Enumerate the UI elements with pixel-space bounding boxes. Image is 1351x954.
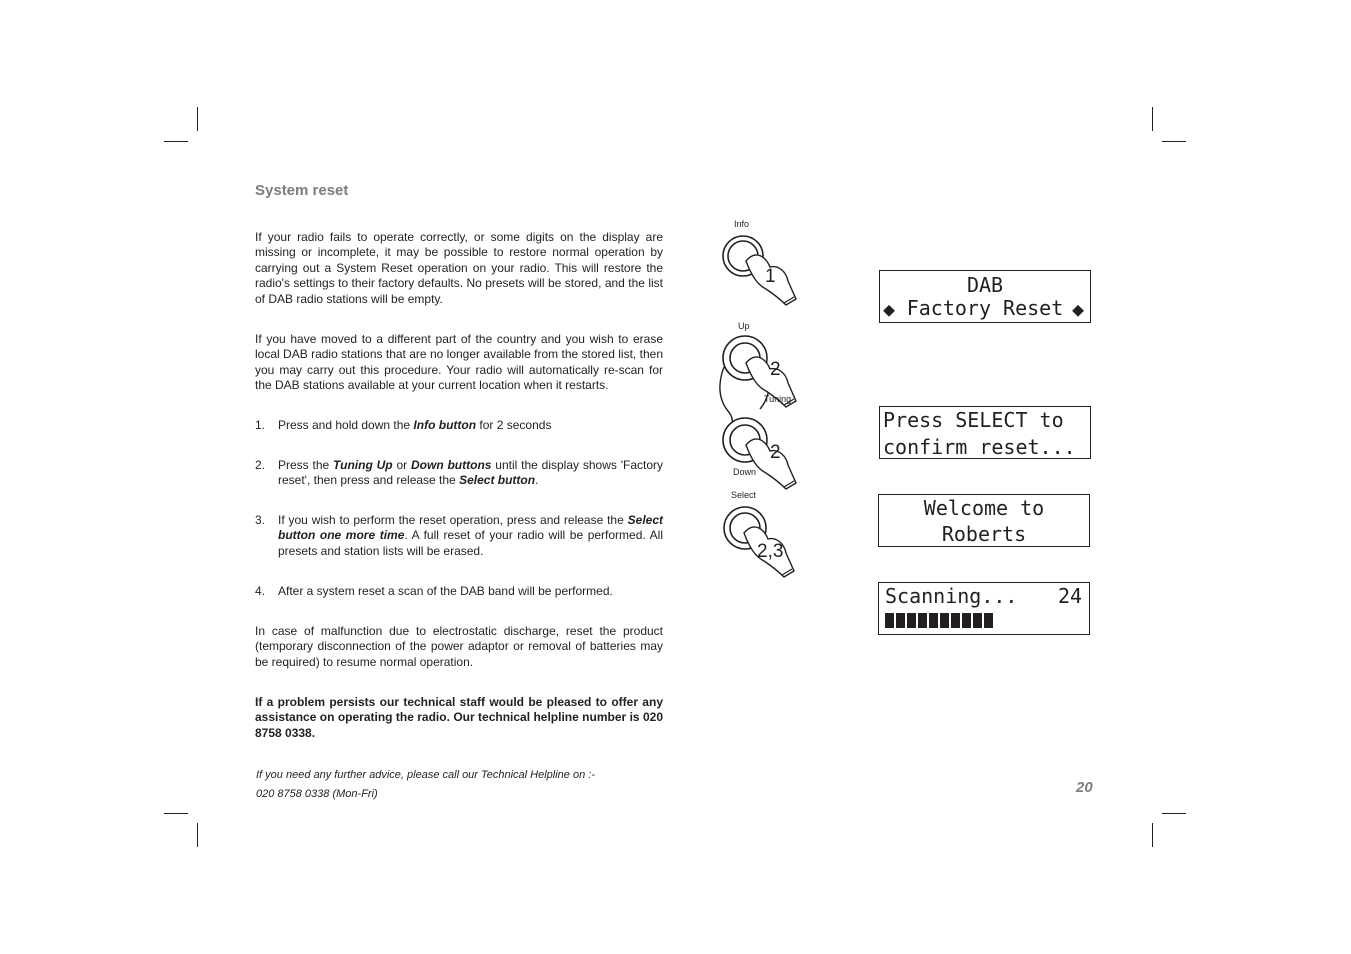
crop-mark <box>164 813 188 814</box>
progress-block <box>907 613 916 628</box>
scan-progress-bar <box>885 613 995 628</box>
progress-block <box>885 613 894 628</box>
display-line: Scanning... <box>885 584 1018 608</box>
progress-block <box>984 613 993 628</box>
crop-mark <box>1162 813 1186 814</box>
step-number: 2. <box>255 458 266 472</box>
step-number: 3. <box>255 513 266 527</box>
display-line: Factory Reset <box>906 296 1064 320</box>
up-step-number: 2 <box>770 359 781 380</box>
helpline-paragraph: If a problem persists our technical staff would be pleased to offer any assistance on operating the radio. Our technical helpline number is 020 8758 0338. <box>255 695 663 740</box>
footer-advice: If you need any further advice, please call our Technical Helpline on :- <box>256 769 595 781</box>
progress-block <box>940 613 949 628</box>
progress-block <box>973 613 982 628</box>
intro-paragraph: If your radio fails to operate correctly, or some digits on the display are missing or incomplete, it may be possible to restore normal operation by carrying out a System Reset operation on your radio. This will restore the radio's settings to their factory defaults. No presets will be stored, and the list of DAB radio stations will be empty. <box>255 230 663 306</box>
display-line: Press SELECT to <box>883 408 1064 432</box>
progress-block <box>918 613 927 628</box>
step-number: 4. <box>255 584 266 598</box>
left-arrow-icon: ◆ <box>883 297 896 321</box>
select-step-number: 2,3 <box>757 541 784 562</box>
tuning-buttons-icon <box>717 336 796 489</box>
display-line: confirm reset... <box>883 435 1076 459</box>
progress-block <box>962 613 971 628</box>
crop-mark <box>197 823 198 847</box>
display-confirm-reset <box>879 406 1091 459</box>
info-button-label: Info <box>734 219 750 229</box>
down-step-number: 2 <box>770 442 781 463</box>
display-line: Welcome to <box>923 496 1045 520</box>
right-arrow-icon: ◆ <box>1072 297 1085 321</box>
display-factory-reset <box>879 270 1091 323</box>
step-number: 1. <box>255 418 266 432</box>
up-button-label: Up <box>738 321 750 331</box>
section-heading: System reset <box>255 182 349 199</box>
crop-mark <box>197 107 198 131</box>
relocation-paragraph: If you have moved to a different part of the country and you wish to erase local DAB radio stations that are no longer available from the stored list, then you may carry out this procedure. Your radio will automatically re-scan for the DAB stations available at your current location when it restarts. <box>255 332 663 393</box>
display-scanning <box>878 582 1090 635</box>
step-1: 1. Press and hold down the Info button for 2 seconds <box>255 418 552 432</box>
crop-mark <box>164 141 188 142</box>
select-button-label: Select <box>731 490 757 500</box>
info-step-number: 1 <box>765 266 776 287</box>
step-4: 4. After a system reset a scan of the DAB band will be performed. <box>255 584 613 598</box>
tuning-label: Tuning <box>764 394 792 404</box>
crop-mark <box>1152 823 1153 847</box>
crop-mark <box>1152 107 1153 131</box>
down-button-label: Down <box>733 467 757 477</box>
footer-phone: 020 8758 0338 (Mon-Fri) <box>256 788 378 800</box>
progress-block <box>929 613 938 628</box>
info-button-icon <box>723 236 796 305</box>
display-line: DAB <box>966 273 1004 297</box>
progress-block <box>896 613 905 628</box>
step-2: 2. Press the Tuning Up or Down buttons until the display shows 'Factory reset', then press and release the Select button. <box>255 458 663 488</box>
crop-mark <box>1162 141 1186 142</box>
step-3: 3. If you wish to perform the reset operation, press and release the Select button one more time. A full reset of your radio will be performed. All presets and station lists will be erased. <box>255 513 663 558</box>
display-welcome <box>878 494 1090 547</box>
progress-block <box>951 613 960 628</box>
page-number: 20 <box>1076 779 1093 796</box>
malfunction-paragraph: In case of malfunction due to electrostatic discharge, reset the product (temporary disconnection of the power adaptor or removal of batteries may be required) to resume normal operation. <box>255 624 663 669</box>
station-count: 24 <box>1058 584 1083 608</box>
display-line: Roberts <box>941 522 1027 546</box>
